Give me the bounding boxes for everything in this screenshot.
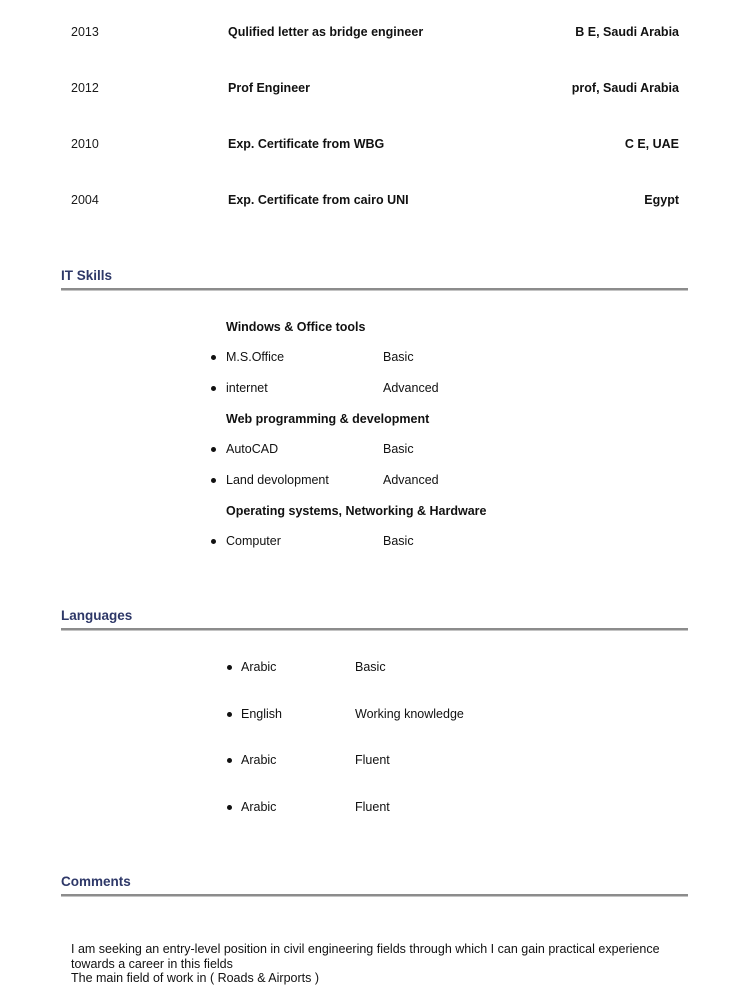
section-title: Languages bbox=[61, 608, 133, 623]
certificate-place: prof, Saudi Arabia bbox=[571, 81, 679, 95]
section-divider bbox=[61, 288, 688, 291]
certificate-year: 2010 bbox=[71, 137, 99, 151]
comment-line: The main field of work in ( Roads & Airports ) bbox=[71, 971, 320, 985]
skill-item bbox=[0, 534, 748, 550]
certificate-row bbox=[0, 25, 748, 41]
language-level: Fluent bbox=[355, 800, 390, 814]
skill-item bbox=[0, 473, 748, 489]
bullet-icon bbox=[211, 355, 216, 360]
languages-header bbox=[61, 608, 688, 624]
language-name: Arabic bbox=[241, 660, 277, 674]
skill-group-title: Operating systems, Networking & Hardware bbox=[226, 504, 487, 518]
skill-item bbox=[0, 381, 748, 397]
certificate-title: Qulified letter as bridge engineer bbox=[228, 25, 424, 39]
language-level: Basic bbox=[355, 660, 386, 674]
skill-level: Basic bbox=[383, 442, 414, 456]
certificate-year: 2004 bbox=[71, 193, 99, 207]
certificate-year: 2013 bbox=[71, 25, 99, 39]
language-name: Arabic bbox=[241, 800, 277, 814]
bullet-icon bbox=[211, 478, 216, 483]
section-title: Comments bbox=[61, 874, 131, 889]
language-name: English bbox=[241, 707, 282, 721]
skill-name: AutoCAD bbox=[226, 442, 279, 456]
certificate-year: 2012 bbox=[71, 81, 99, 95]
section-title: IT Skills bbox=[61, 268, 113, 283]
skill-level: Advanced bbox=[383, 473, 439, 487]
comments-text bbox=[71, 942, 691, 986]
skill-name: Land devolopment bbox=[226, 473, 329, 487]
skill-group-title: Windows & Office tools bbox=[226, 320, 366, 334]
skill-item bbox=[0, 350, 748, 366]
language-name: Arabic bbox=[241, 753, 277, 767]
language-item bbox=[0, 800, 748, 816]
certificate-row bbox=[0, 193, 748, 209]
certificate-title: Exp. Certificate from cairo UNI bbox=[228, 193, 409, 207]
skill-level: Basic bbox=[383, 534, 414, 548]
bullet-icon bbox=[227, 665, 232, 670]
section-divider bbox=[61, 628, 688, 631]
bullet-icon bbox=[227, 758, 232, 763]
certificate-place: B E, Saudi Arabia bbox=[575, 25, 679, 39]
skill-group-title: Web programming & development bbox=[226, 412, 430, 426]
certificate-title: Exp. Certificate from WBG bbox=[228, 137, 385, 151]
section-divider bbox=[61, 894, 688, 897]
certificate-row bbox=[0, 137, 748, 153]
certificate-row bbox=[0, 81, 748, 97]
skill-name: internet bbox=[226, 381, 268, 395]
skill-item bbox=[0, 442, 748, 458]
comment-line: I am seeking an entry-level position in civil engineering fields through which I can gain practical experience bbox=[71, 942, 660, 956]
skill-name: M.S.Office bbox=[226, 350, 285, 364]
it-skills-header bbox=[61, 268, 688, 284]
certificate-place: C E, UAE bbox=[624, 137, 679, 151]
bullet-icon bbox=[211, 447, 216, 452]
language-item bbox=[0, 707, 748, 723]
comments-header bbox=[61, 874, 688, 890]
bullet-icon bbox=[227, 712, 232, 717]
language-level: Working knowledge bbox=[355, 707, 464, 721]
bullet-icon bbox=[227, 805, 232, 810]
bullet-icon bbox=[211, 386, 216, 391]
skill-level: Advanced bbox=[383, 381, 439, 395]
certificate-title: Prof Engineer bbox=[228, 81, 310, 95]
language-level: Fluent bbox=[355, 753, 390, 767]
comment-line: towards a career in this fields bbox=[71, 956, 233, 971]
skill-name: Computer bbox=[226, 534, 281, 548]
language-item bbox=[0, 660, 748, 676]
bullet-icon bbox=[211, 539, 216, 544]
certificate-place: Egypt bbox=[644, 193, 679, 207]
skill-level: Basic bbox=[383, 350, 414, 364]
language-item bbox=[0, 753, 748, 769]
